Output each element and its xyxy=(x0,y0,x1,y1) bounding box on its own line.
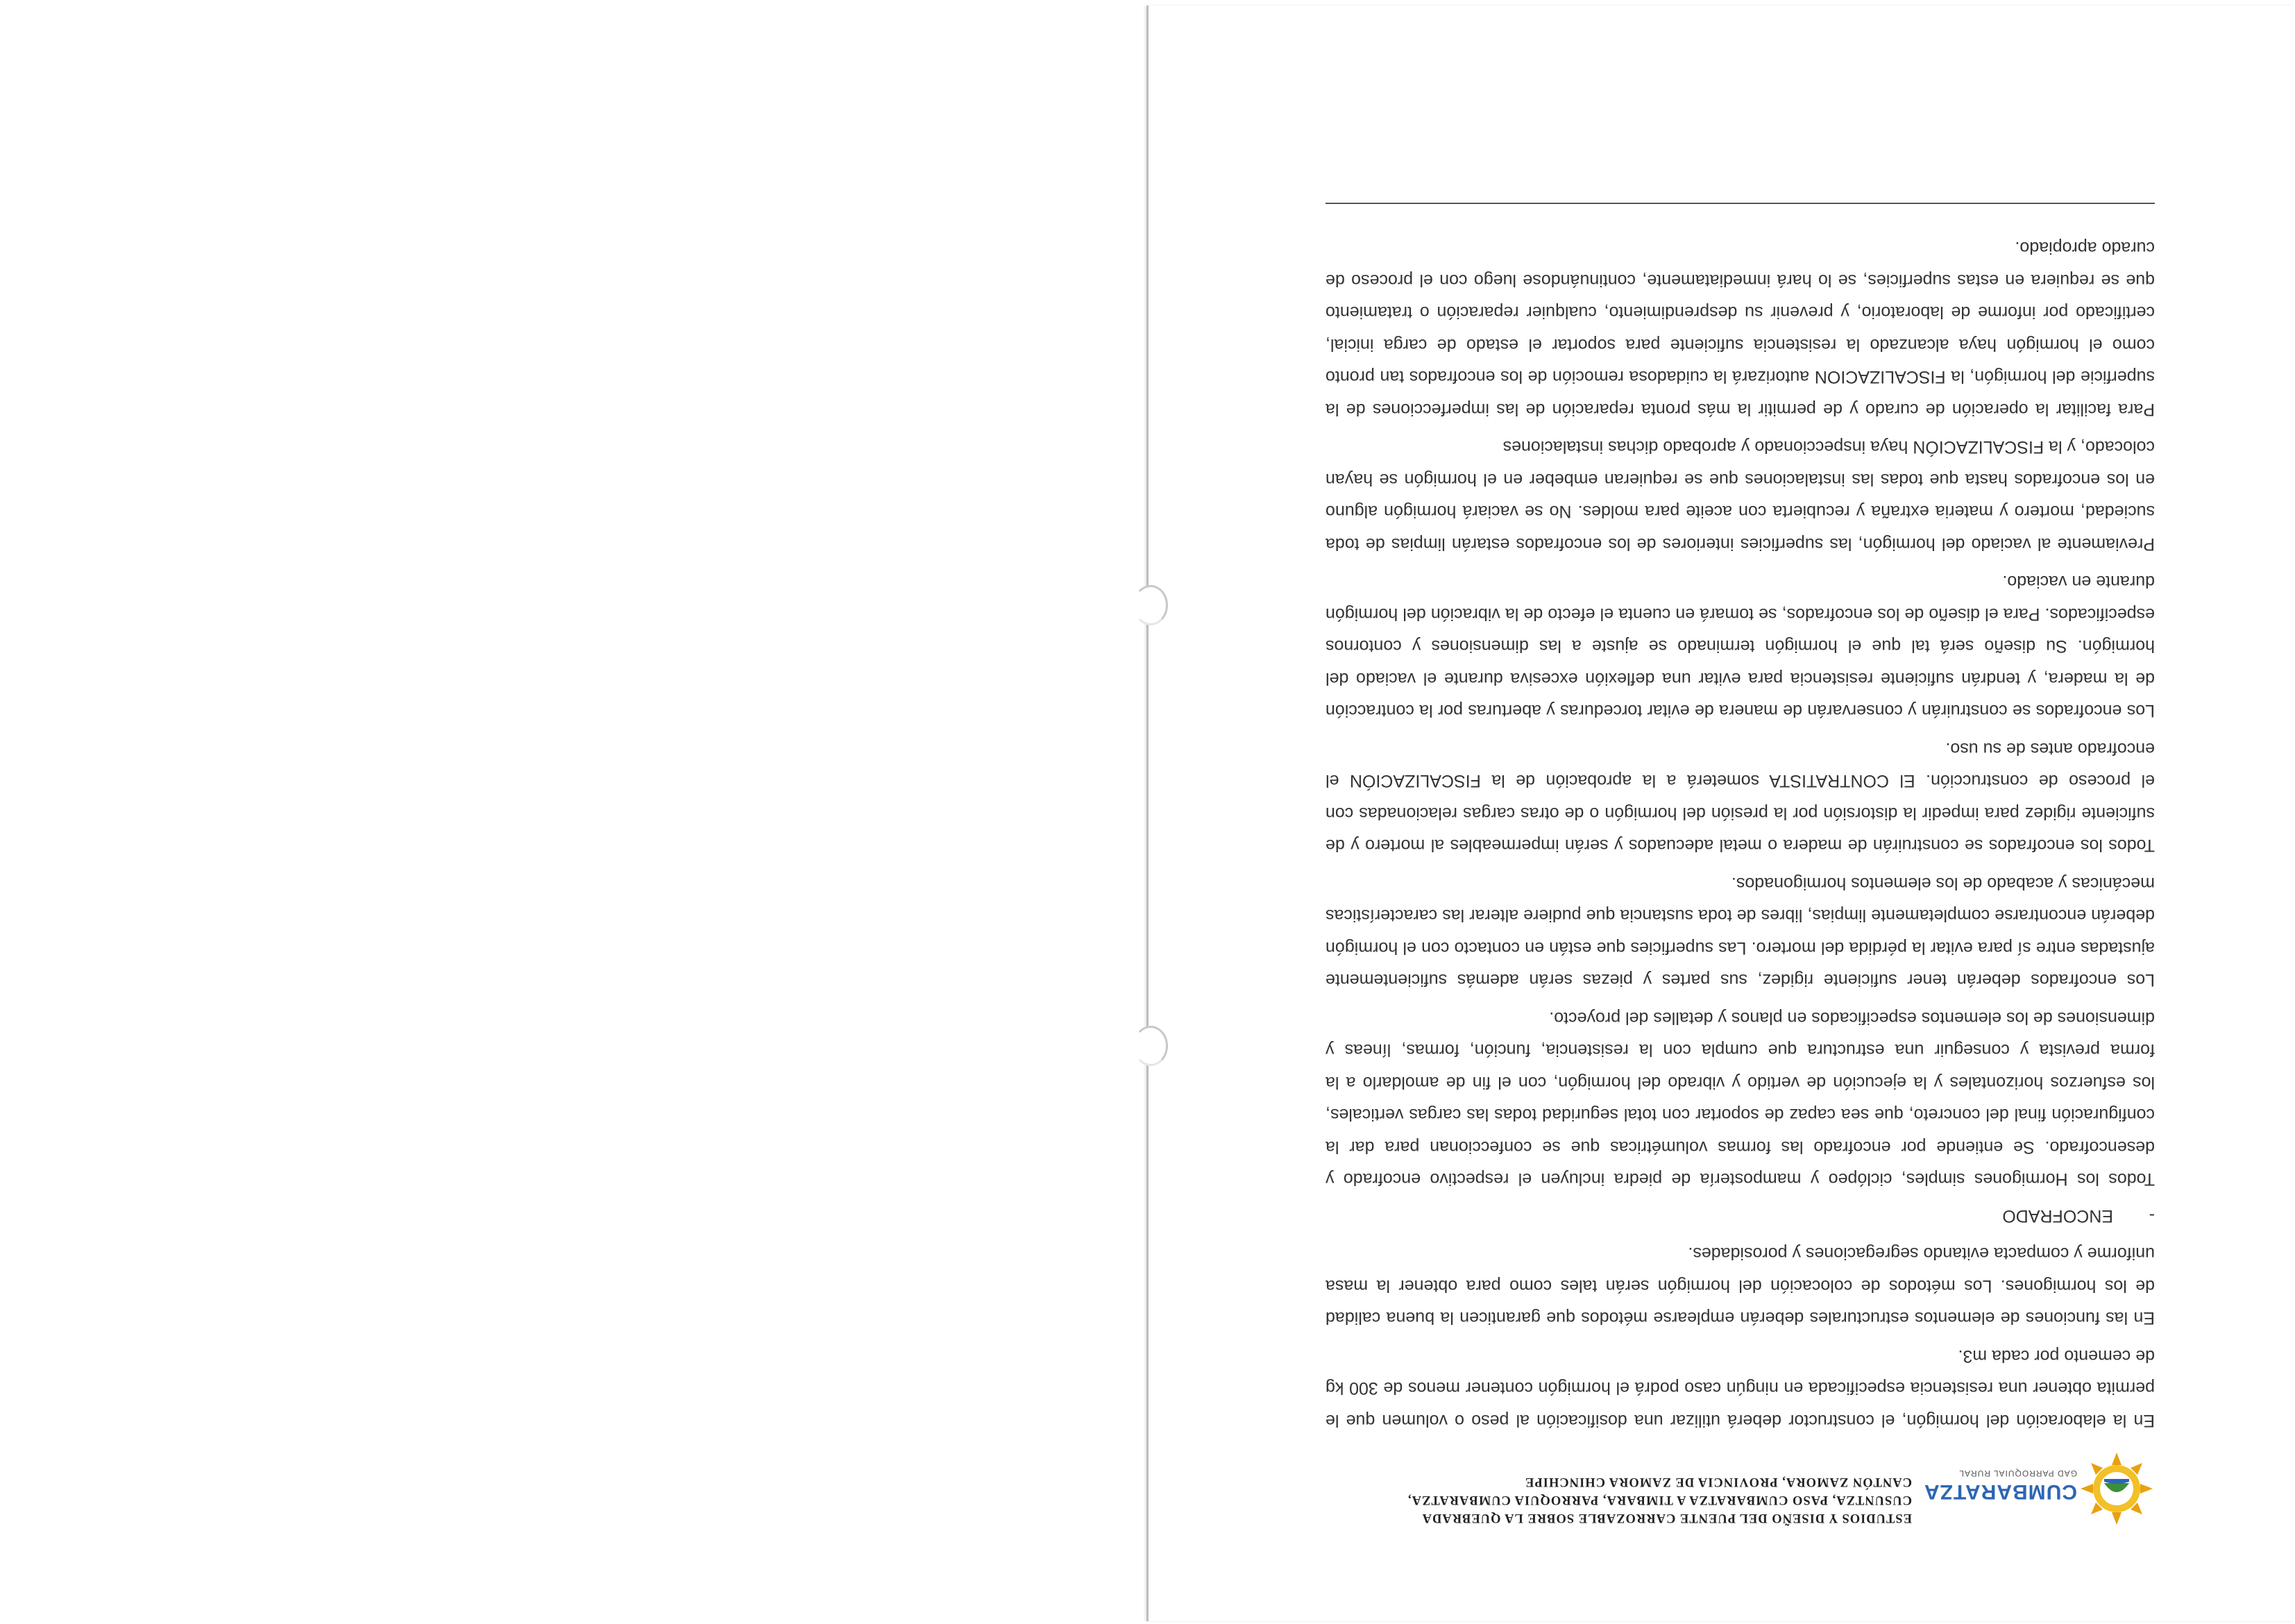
paragraph: En la elaboración del hormigón, el constructor deberá utilizar una dosificación al peso o volumen que le permita obtener una resistencia especificada en ningún caso podrá el hormigón contener menos de 300 kg de cemento por cada m3. xyxy=(1326,1346,2155,1430)
document-header xyxy=(1326,1437,2155,1527)
paragraph: Los encofrados se construirán y conservarán de manera de evitar torceduras y aberturas por la contracción de la madera, y tendrán suficiente resistencia para evitar una deflexión excesiva durante el vaciado del hormigón. Su diseño será tal que el hormigón terminado se ajuste a las dimensiones y contornos especificados. Para el diseño de los encofrados, se tomará en cuenta el efecto de la vibración del hormigón durante en vaciado. xyxy=(1326,572,2155,721)
punch-hole xyxy=(1133,585,1168,625)
logo-wordmark: CUMBARATZA xyxy=(1923,1480,2077,1503)
punch-hole xyxy=(1133,1026,1168,1066)
document-body xyxy=(1326,203,2155,1437)
paragraph: Previamente al vaciado del hormigón, las superficies interiores de los encofrados estarán limpias de toda suciedad, mortero y materia extraña y recubierta con aceite para moldes. No se vaciará hormigón alguno en los encofrados hasta que todas las instalaciones que se requieran embeber en el hormigón se hayan colocado, y la FISCALIZACIÓN haya inspeccionado y aprobado dichas instalaciones xyxy=(1326,437,2155,554)
paragraph: Los encofrados deberán tener suficiente rigidez, sus partes y piezas serán además suficientemente ajustadas entre sí para evitar la pérdida del mortero. Las superficies que están en contacto con el hormigón deberán encontrarse completamente limpias, libres de toda sustancia que pudiere alterar las características mecánicas y acabado de los elementos hormigonados. xyxy=(1326,874,2155,990)
paragraph: Todos los encofrados se construirán de madera o metal adecuados y serán impermeables al mortero y de suficiente rigidez para impedir la distorsión por la presión del hormigón o de otras cargas relacionadas con el proceso de construcción. El CONTRATISTA someterá a la aprobación de la FISCALIZACIÓN el encofrado antes de su uso. xyxy=(1326,739,2155,856)
cumbaratza-logo xyxy=(1923,1444,2155,1527)
section-heading xyxy=(1326,1200,2155,1233)
sun-emblem-icon xyxy=(2078,1450,2155,1527)
scanned-document-page xyxy=(1146,6,2294,1621)
document-title xyxy=(1407,1473,1912,1527)
paragraph: Para facilitar la operación de curado y de permitir la más pronta reparación de las imperfecciones de la superficie del hormigón, la FISCALIZACION autorizará la cuidadosa remoción de los encofrados tan pronto como el hormigón haya alcanzado la resistencia suficiente para soportar el estado de carga inicial, certificado por informe de laboratorio, y prevenir su desprendimiento, cualquier reparación o tratamiento que se requiera en estas superficies, se lo hará inmediatamente, continuándose luego con el proceso de curado apropiado. xyxy=(1326,238,2155,419)
footer-rule xyxy=(1326,203,2155,204)
title-line: CANTÓN ZAMORA, PROVINCIA DE ZAMORA CHINCHIPE xyxy=(1525,1475,1912,1489)
title-line: ESTUDIOS Y DISEÑO DEL PUENTE CARROZABLE SOBRE LA QUEBRADA xyxy=(1421,1511,1912,1525)
logo-subtitle: GAD PARROQUIAL RURAL xyxy=(1958,1469,2077,1478)
section-dash: - xyxy=(2149,1206,2155,1226)
paragraph: Todos los Hormigones simples, ciclópeo y mampostería de piedra incluyen el respectivo encofrado y desencofrado. Se entiende por encofrado las formas volumétricas que se confeccionan para dar la configuración final del concreto, que sea capaz de soportar con total seguridad todas las cargas verticales, los esfuerzos horizontales y la ejecución de vertido y vibrado del hormigón, con el fin de amoldarlo a la forma prevista y conseguir una estructura que cumpla con la resistencia, función, formas, líneas y dimensiones de los elementos especificados en planos y detalles del proyecto. xyxy=(1326,1008,2155,1190)
blank-left-page xyxy=(0,0,1144,1624)
section-title: ENCOFRADO xyxy=(2002,1206,2113,1226)
paragraph: En las funciones de elementos estructurales deberán emplearse métodos que garanticen la buena calidad de los hormigones. Los métodos de colocación del hormigón serán tales como para obtener la masa uniforme y compacta evitando segregaciones y porosidades. xyxy=(1326,1244,2155,1328)
title-line: CUSUNTZA, PASO CUMBARATZA A TIMBARA, PARROQUIA CUMBARATZA, xyxy=(1407,1493,1912,1507)
page-content-rotated xyxy=(1326,69,2155,1527)
